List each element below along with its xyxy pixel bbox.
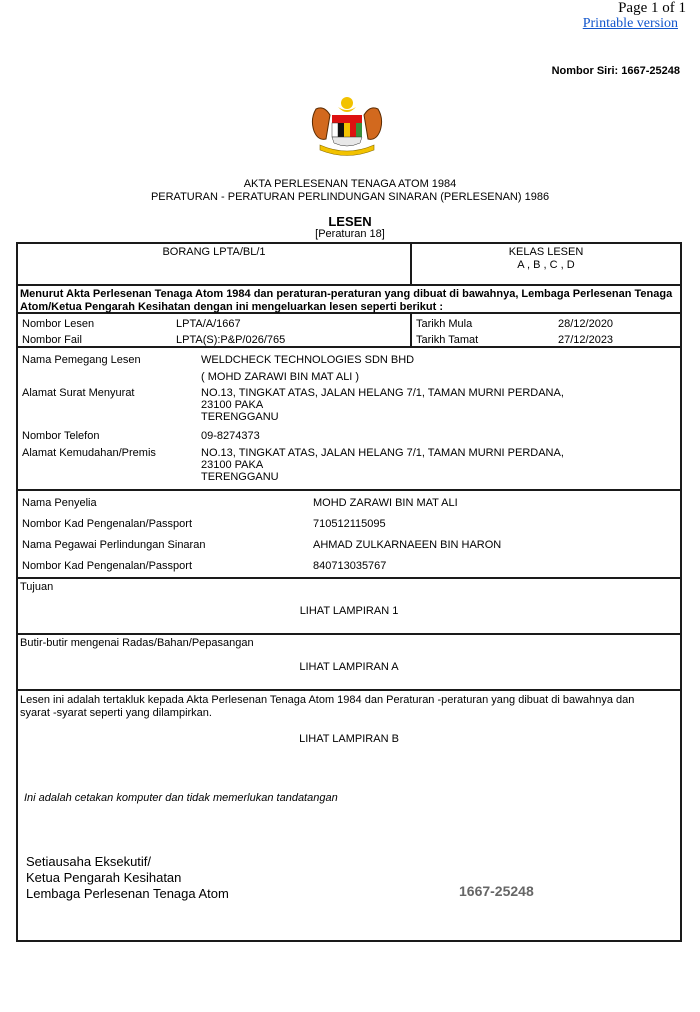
license-number: LPTA/A/1667 xyxy=(176,318,241,330)
terms-value: LIHAT LAMPIRAN B xyxy=(299,733,399,745)
premises-address-line2: 23100 PAKA xyxy=(201,459,264,471)
supervisor-id: 710512115095 xyxy=(313,518,386,530)
holder-contact-person: ( MOHD ZARAWI BIN MAT ALI ) xyxy=(201,371,360,383)
mailing-address-line3: TERENGGANU xyxy=(201,411,279,423)
license-number-label: Nombor Lesen xyxy=(22,318,95,330)
holder-name-label: Nama Pemegang Lesen xyxy=(22,354,141,366)
premises-address-line3: TERENGGANU xyxy=(201,471,279,483)
equipment-value: LIHAT LAMPIRAN A xyxy=(299,661,399,673)
purpose-label: Tujuan xyxy=(20,581,54,593)
holder-row xyxy=(18,348,680,491)
holder-name: WELDCHECK TECHNOLOGIES SDN BHD xyxy=(201,354,415,366)
malaysia-coat-of-arms-icon xyxy=(306,95,388,157)
mailing-address-line1: NO.13, TINGKAT ATAS, JALAN HELANG 7/1, TAMAN MURNI PERDANA, xyxy=(201,387,564,399)
equipment-label: Butir-butir mengenai Radas/Bahan/Pepasangan xyxy=(20,637,254,649)
rpo-name: AHMAD ZULKARNAEEN BIN HARON xyxy=(313,539,502,551)
supervisor-name: MOHD ZARAWI BIN MAT ALI xyxy=(313,497,458,509)
phone-number: 09-8274373 xyxy=(201,430,260,442)
license-class-label: KELAS LESEN xyxy=(508,246,584,258)
mailing-address-label: Alamat Surat Menyurat xyxy=(22,387,135,399)
supervisor-id-label: Nombor Kad Pengenalan/Passport xyxy=(22,518,192,530)
page-indicator: Page 1 of 1 xyxy=(618,0,686,16)
purpose-row xyxy=(18,579,680,635)
form-header-row xyxy=(18,244,680,286)
serial-number: Nombor Siri: 1667-25248 xyxy=(551,65,680,77)
personnel-row xyxy=(18,491,680,579)
regulation-title: PERATURAN - PERATURAN PERLINDUNGAN SINARAN (PERLESENAN) 1986 xyxy=(150,191,550,203)
phone-label: Nombor Telefon xyxy=(22,430,100,442)
license-numbers-row xyxy=(18,314,680,348)
license-form xyxy=(16,242,682,942)
purpose-value: LIHAT LAMPIRAN 1 xyxy=(299,605,399,617)
signatory-line3: Lembaga Perlesenan Tenaga Atom xyxy=(26,886,229,901)
premises-address-line1: NO.13, TINGKAT ATAS, JALAN HELANG 7/1, TAMAN MURNI PERDANA, xyxy=(201,447,564,459)
signatory-line1: Setiausaha Eksekutif/ xyxy=(26,854,152,869)
license-class xyxy=(412,246,680,272)
start-date: 28/12/2020 xyxy=(558,318,614,330)
signatory-line2: Ketua Pengarah Kesihatan xyxy=(26,870,182,885)
computer-print-note: Ini adalah cetakan komputer dan tidak memerlukan tandatangan xyxy=(24,792,338,804)
premises-address-label: Alamat Kemudahan/Premis xyxy=(22,447,156,459)
file-number-label: Nombor Fail xyxy=(22,334,82,346)
terms-text-line2: syarat -syarat seperti yang dilampirkan. xyxy=(20,707,212,719)
page-subtitle: [Peraturan 18] xyxy=(315,228,385,240)
form-code: BORANG LPTA/BL/1 xyxy=(162,246,266,258)
supervisor-name-label: Nama Penyelia xyxy=(22,497,97,509)
end-date-label: Tarikh Tamat xyxy=(416,334,479,346)
rpo-id-label: Nombor Kad Pengenalan/Passport xyxy=(22,560,192,572)
license-class-value: A , B , C , D xyxy=(517,259,575,271)
start-date-label: Tarikh Mula xyxy=(416,318,473,330)
footer-serial-number: 1667-25248 xyxy=(459,883,534,899)
rpo-id: 840713035767 xyxy=(313,560,387,572)
end-date: 27/12/2023 xyxy=(558,334,614,346)
printable-version-link[interactable]: Printable version xyxy=(582,16,678,31)
equipment-row xyxy=(18,635,680,691)
mailing-address-line2: 23100 PAKA xyxy=(201,399,264,411)
terms-text-line1: Lesen ini adalah tertakluk kepada Akta Perlesenan Tenaga Atom 1984 dan Peraturan -peraturan yang dibuat di bawahnya dan xyxy=(20,694,635,706)
intro-text: Menurut Akta Perlesenan Tenaga Atom 1984 dan peraturan-peraturan yang dibuat di bawahnya, Lembaga Perlesenan Tenaga Atom/Ketua Pengarah Kesihatan dengan ini mengeluarkan lesen seperti berikut : xyxy=(20,288,673,313)
terms-row xyxy=(18,691,680,942)
page-title: LESEN xyxy=(328,214,372,229)
act-title: AKTA PERLESENAN TENAGA ATOM 1984 xyxy=(243,178,457,190)
divider xyxy=(410,314,412,346)
intro-row xyxy=(18,286,680,314)
file-number: LPTA(S):P&P/026/765 xyxy=(176,334,286,346)
rpo-name-label: Nama Pegawai Perlindungan Sinaran xyxy=(22,539,206,551)
